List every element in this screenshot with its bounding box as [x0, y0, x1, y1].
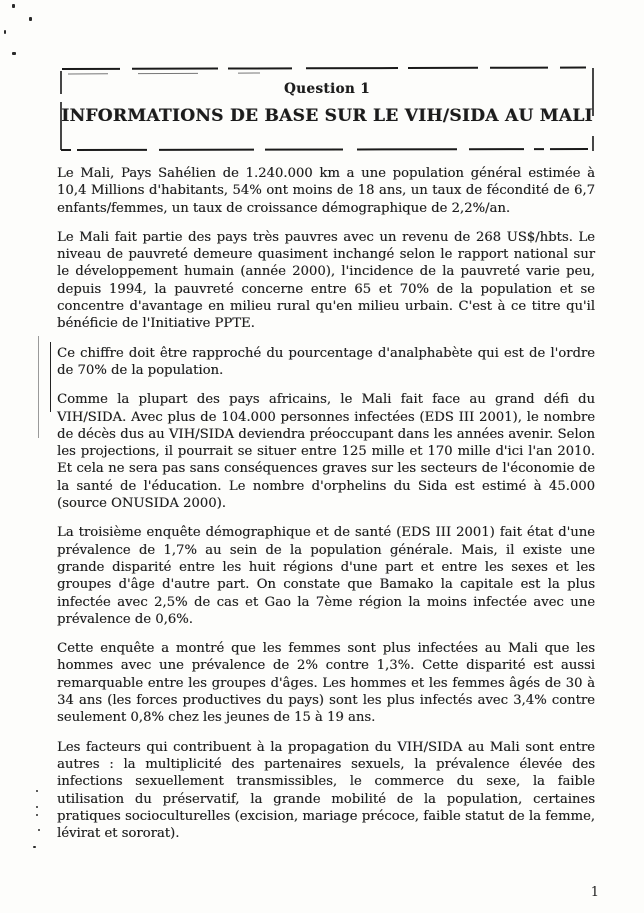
scan-speck [38, 829, 40, 831]
scan-speck [36, 790, 38, 792]
question-label: Question 1 [283, 81, 371, 97]
document-body [57, 165, 595, 854]
paragraph-risk-factors: Les facteurs qui contribuent à la propagation du VIH/SIDA au Mali sont entre autres : la multiplicité des partenaires sexuels, la prévalence élevée des infections sexuellement transmissibles, le commerce du sexe, la faible utilisation du préservatif, la grande mobilité de la population, certaines pratiques socioculturelles (excision, mariage précoce, faible statut de la femme, lévirat et sororat). [57, 739, 595, 842]
paragraph-poverty: Le Mali fait partie des pays très pauvres avec un revenu de 268 US$/hbts. Le niveau de pauvreté demeure quasiment inchangé selon le rapport national sur le développement humain (année 2000), l'incidence de la pauvreté varie peu, depuis 1994, la pauvreté concerne entre 65 et 70% de la population et se concentre d'avantage en milieu rural qu'en milieu urbain. C'est à ce titre qu'il bénéficie de l'Initiative PPTE. [57, 229, 595, 332]
paragraph-gender-age: Cette enquête a montré que les femmes sont plus infectées au Mali que les hommes avec une prévalence de 2% contre 1,3%. Cette disparité est aussi remarquable entre les groupes d'âges. Les hommes et les femmes âgés de 30 à 34 ans (les forces productives du pays) sont les plus infectés avec 3,4% contre seulement 0,8% chez les jeunes de 15 à 19 ans. [57, 641, 595, 726]
question-header-box [60, 66, 594, 152]
paragraph-illiteracy: Ce chiffre doit être rapproché du pourcentage d'analphabète qui est de l'ordre de 70% de la population. [57, 345, 595, 378]
paragraph-prevalence: La troisième enquête démographique et de santé (EDS III 2001) fait état d'une prévalence de 1,7% au sein de la population générale. Mais, il existe une grande disparité entre les huit régions d'une part et entre les sexes et les groupes d'âge d'autre part. On constate que Bamako la capitale est la plus infectée avec 2,5% de cas et Gao la 7ème région la moins infectée avec une prévalence de 0,6%. [57, 525, 595, 627]
scan-line-artifact [50, 342, 51, 412]
scan-line-artifact [38, 336, 39, 438]
scan-speck [33, 846, 36, 848]
page-number: 1 [590, 885, 599, 900]
page-title: INFORMATIONS DE BASE SUR LE VIH/SIDA AU MALI [61, 106, 593, 126]
scan-speck [4, 30, 6, 34]
paragraph-demography: Le Mali, Pays Sahélien de 1.240.000 km a une population général estimée à 10,4 Millions d'habitants, 54% ont moins de 18 ans, un taux de fécondité de 6,7 enfants/femmes, un taux de croissance démographique de 2,2%/an. [57, 166, 595, 216]
scan-speck [12, 52, 16, 55]
scan-speck [36, 814, 38, 816]
scan-speck [36, 806, 38, 808]
scan-speck [29, 17, 32, 21]
paragraph-hiv-challenge: Comme la plupart des pays africains, le Mali fait face au grand défi du VIH/SIDA. Avec plus de 104.000 personnes infectées (EDS III 2001), le nombre de décès dus au VIH/SIDA deviendra préoccupant dans les années avenir. Selon les projections, il pourrait se situer entre 125 mille et 170 mille d'ici l'an 2010. Et cela ne sera pas sans conséquences graves sur les secteurs de l'économie de la santé de l'éducation. Le nombre d'orphelins du Sida est estimé à 45.000 (source ONUSIDA 2000). [57, 392, 595, 512]
scan-speck [12, 4, 15, 8]
